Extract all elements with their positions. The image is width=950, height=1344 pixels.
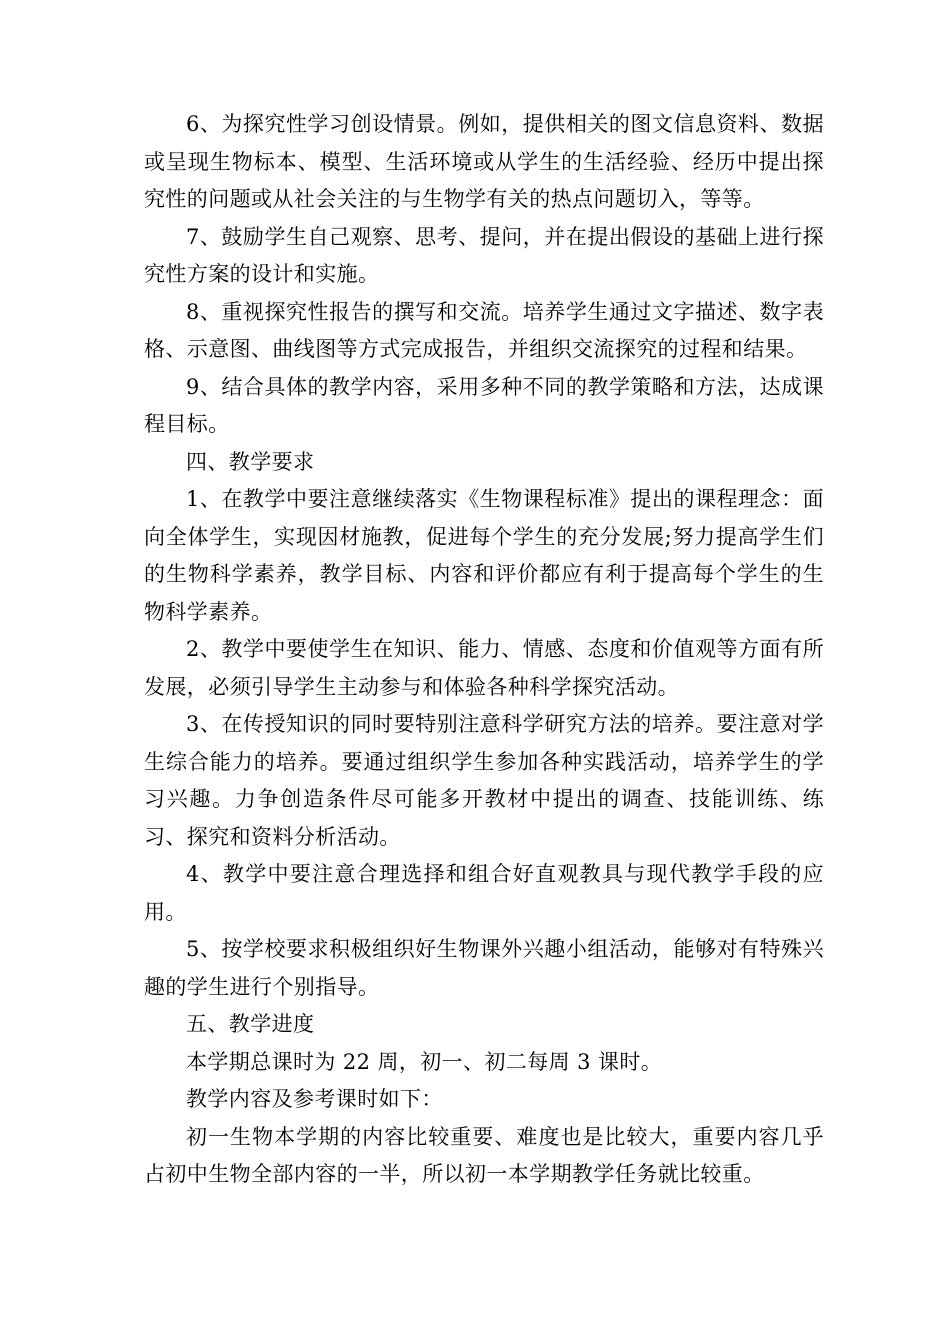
requirement-item-4: 4、教学中要注意合理选择和组合好直观教具与现代教学手段的应用。 (144, 862, 824, 924)
paragraph-item-8: 8、重视探究性报告的撰写和交流。培养学生通过文字描述、数字表格、示意图、曲线图等方式完成报告，并组织交流探究的过程和结果。 (144, 299, 824, 361)
paragraph-item-9: 9、结合具体的教学内容，采用多种不同的教学策略和方法，达成课程目标。 (144, 374, 824, 436)
section-heading-teaching-requirements: 四、教学要求 (186, 449, 315, 474)
section-heading-teaching-schedule: 五、教学进度 (186, 1012, 315, 1036)
requirement-item-2: 2、教学中要使学生在知识、能力、情感、态度和价值观等方面有所发展，必须引导学生主动参与和体验各种科学探究活动。 (144, 637, 824, 699)
schedule-content-intro: 教学内容及参考课时如下： (186, 1087, 443, 1111)
document-page (144, 106, 824, 1194)
requirement-item-5: 5、按学校要求积极组织好生物课外兴趣小组活动，能够对有特殊兴趣的学生进行个别指导。 (144, 937, 824, 999)
schedule-total-hours: 本学期总课时为 22 周，初一、初二每周 3 课时。 (186, 1049, 663, 1074)
paragraph-item-6: 6、为探究性学习创设情景。例如，提供相关的图文信息资料、数据或呈现生物标本、模型、生活环境或从学生的生活经验、经历中提出探究性的问题或从社会关注的与生物学有关的热点问题切入，等等。 (144, 112, 824, 211)
paragraph-item-7: 7、鼓励学生自己观察、思考、提问，并在提出假设的基础上进行探究性方案的设计和实施。 (144, 224, 824, 286)
requirement-item-1: 1、在教学中要注意继续落实《生物课程标准》提出的课程理念：面向全体学生，实现因材施教，促进每个学生的充分发展;努力提高学生们的生物科学素养，教学目标、内容和评价都应有利于提高每个学生的生物科学素养。 (144, 487, 824, 624)
schedule-grade1-note: 初一生物本学期的内容比较重要、难度也是比较大，重要内容几乎占初中生物全部内容的一半，所以初一本学期教学任务就比较重。 (144, 1124, 824, 1186)
requirement-item-3: 3、在传授知识的同时要特别注意科学研究方法的培养。要注意对学生综合能力的培养。要通过组织学生参加各种实践活动，培养学生的学习兴趣。力争创造条件尽可能多开教材中提出的调查、技能训练、练习、探究和资料分析活动。 (144, 712, 824, 849)
